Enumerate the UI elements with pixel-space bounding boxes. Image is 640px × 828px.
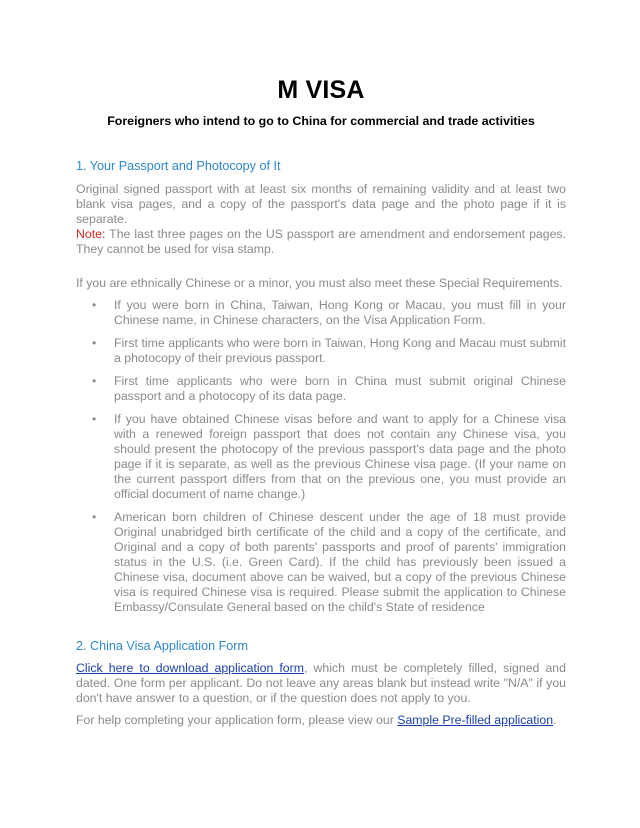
list-item: [76, 374, 566, 404]
bullet-icon: •: [92, 510, 97, 524]
section-heading-application-form: 2. China Visa Application Form: [76, 639, 248, 653]
list-item-text: If you were born in China, Taiwan, Hong Kong or Macau, you must fill in your Chinese name, in Chinese characters, on the Visa Application Form.: [114, 298, 566, 327]
list-item: [76, 298, 566, 328]
bullet-icon: •: [92, 374, 97, 388]
special-requirements-list: [76, 298, 566, 623]
list-item: [76, 510, 566, 615]
application-form-paragraph: [76, 661, 566, 706]
list-item: [76, 412, 566, 502]
download-application-form-link[interactable]: Click here to download application form: [76, 661, 304, 675]
help-paragraph: [76, 713, 566, 728]
passport-requirement-paragraph: [76, 182, 566, 257]
bullet-icon: •: [92, 336, 97, 350]
help-end-text: .: [553, 713, 557, 727]
bullet-icon: •: [92, 412, 97, 426]
passport-requirement-text: Original signed passport with at least six months of remaining validity and at least two blank visa pages, and a copy of the passport's data page and the photo page if it is separate.: [76, 182, 566, 226]
note-label: Note:: [76, 227, 106, 241]
list-item-text: American born children of Chinese descent under the age of 18 must provide Original unabridged birth certificate of the child and a copy of the certificate, and Original and a copy of both parents' passports and proof of parents' immigration status in the U.S. (i.e. Green Card). If the child has previously been issued a Chinese visa, document above can be waived, but a copy of the previous Chinese visa is required Chinese visa is required. Please submit the application to Chinese Embassy/Consulate General based on the child's State of residence: [114, 510, 566, 614]
download-instructions-text: , which must be completely filled, signed and dated. One form per applicant. Do not leave any areas blank but instead write "N/A" if you don't have answer to a question, or if the question does not apply to you.: [76, 661, 566, 705]
page-title: M VISA: [277, 76, 365, 104]
page-subtitle: Foreigners who intend to go to China for commercial and trade activities: [107, 114, 535, 128]
section-heading-passport: 1. Your Passport and Photocopy of It: [76, 159, 281, 173]
note-text: The last three pages on the US passport are amendment and endorsement pages. They cannot be used for visa stamp.: [76, 227, 566, 256]
sample-prefilled-application-link[interactable]: Sample Pre-filled application: [397, 713, 554, 727]
help-text: For help completing your application form, please view our: [76, 713, 398, 727]
list-item-text: If you have obtained Chinese visas before and want to apply for a Chinese visa with a renewed foreign passport that does not contain any Chinese visa, you should present the photocopy of the previous passport's data page and the photo page if it is separate, as well as the previous Chinese visa page. (If your name on the current passport differs from that on the previous one, you must provide an official document of name change.): [114, 412, 566, 501]
list-item-text: First time applicants who were born in Taiwan, Hong Kong and Macau must submit a photocopy of their previous passport.: [114, 336, 566, 365]
list-item-text: First time applicants who were born in China must submit original Chinese passport and a photocopy of its data page.: [114, 374, 566, 403]
list-item: [76, 336, 566, 366]
special-requirements-intro: If you are ethnically Chinese or a minor, you must also meet these Special Requirements.: [76, 276, 563, 290]
bullet-icon: •: [92, 298, 97, 312]
